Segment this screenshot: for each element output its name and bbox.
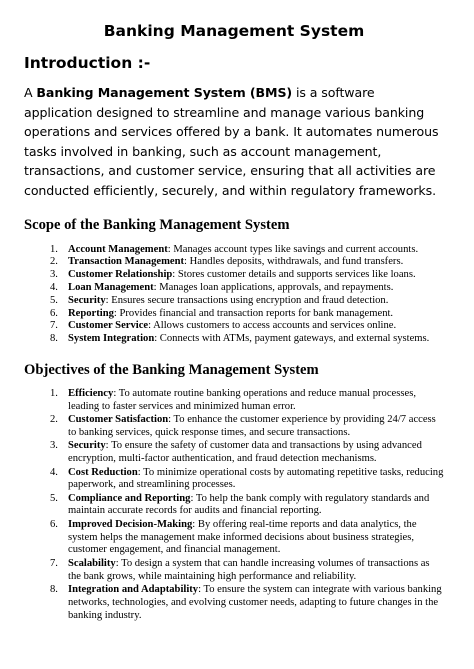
scope-list	[24, 244, 444, 346]
scope-item	[50, 307, 444, 321]
item-text: : Connects with ATMs, payment gateways, and external systems.	[154, 333, 430, 345]
list-number: 5.	[50, 294, 58, 306]
objective-item	[50, 557, 444, 584]
objective-item	[50, 387, 444, 414]
item-text: : To design a system that can handle increasing volumes of transactions as the bank grows, while maintaining high performance and reliability.	[68, 557, 430, 582]
item-term: Account Management	[68, 243, 168, 255]
item-term: Reporting	[68, 307, 114, 319]
scope-item	[50, 256, 444, 269]
intro-bold-term: Banking Management System (BMS)	[36, 85, 293, 100]
item-term: Security	[68, 294, 106, 306]
list-number: 8.	[50, 333, 58, 345]
list-number: 4.	[50, 281, 58, 293]
introduction-heading: Introduction :-	[24, 54, 151, 72]
item-term: Transaction Management	[68, 256, 185, 268]
scope-item	[50, 269, 444, 282]
list-number: 7.	[50, 320, 58, 332]
list-number: 3.	[50, 440, 58, 452]
item-text: : By offering real-time reports and data analytics, the system helps the management make informed decisions about business strategies, customer engagement, and financial management.	[68, 518, 417, 556]
item-text: : Handles deposits, withdrawals, and fund transfers.	[184, 256, 404, 268]
item-term: Customer Relationship	[68, 269, 173, 281]
document-title: Banking Management System	[103, 22, 365, 40]
list-number: 3.	[50, 269, 58, 281]
objectives-heading: Objectives of the Banking Management System	[24, 361, 319, 378]
item-text: : To ensure the system can integrate with various banking networks, technologies, and evolving customer needs, adapting to future changes in the banking industry.	[68, 584, 442, 621]
intro-body: is a software application designed to streamline and manage various banking operations and services offered by a bank. It automates numerous tasks involved in banking, such as account management, transactions, and customer service, ensuring that all activities are conducted efficiently, securely, and within regulatory frameworks.	[24, 85, 439, 198]
item-term: Compliance and Reporting	[68, 492, 191, 504]
item-text: : To help the bank comply with regulatory standards and maintain accurate records for audits and financial reporting.	[68, 492, 430, 517]
item-text: : Manages loan applications, approvals, and repayments.	[153, 281, 394, 293]
item-term: Improved Decision-Making	[68, 518, 193, 530]
objective-item	[50, 466, 444, 493]
item-text: : To automate routine banking operations and reduce manual processes, leading to faster services and minimized human error.	[68, 387, 416, 412]
item-text: : Ensures secure transactions using encryption and fraud detection.	[105, 294, 389, 306]
list-number: 6.	[50, 518, 58, 530]
item-term: Security	[68, 440, 106, 452]
item-text: : To enhance the customer experience by providing 24/7 access to banking services, quick response times, and secure transactions.	[68, 414, 436, 438]
objective-item	[50, 584, 444, 622]
objective-item	[50, 440, 444, 466]
item-term: System Integration	[68, 333, 155, 345]
item-term: Cost Reduction	[68, 466, 138, 478]
scope-heading: Scope of the Banking Management System	[24, 216, 290, 233]
item-term: Customer Satisfaction	[68, 414, 169, 426]
item-text: : Allows customers to access accounts and services online.	[148, 320, 397, 332]
list-number: 8.	[50, 584, 58, 596]
objective-item	[50, 492, 444, 519]
objective-item	[50, 414, 444, 440]
list-number: 6.	[50, 307, 58, 319]
list-number: 5.	[50, 492, 58, 504]
item-term: Integration and Adaptability	[68, 584, 199, 596]
list-number: 1.	[50, 243, 58, 255]
list-number: 2.	[50, 256, 58, 268]
item-text: : To minimize operational costs by automating repetitive tasks, reducing paperwork, and streamlining processes.	[68, 466, 444, 491]
scope-item	[50, 320, 444, 333]
item-term: Scalability	[68, 557, 116, 569]
item-term: Loan Management	[68, 281, 154, 293]
item-term: Efficiency	[68, 387, 114, 399]
item-text: : Manages account types like savings and current accounts.	[167, 243, 419, 255]
introduction-paragraph	[24, 83, 444, 201]
scope-item	[50, 333, 444, 346]
scope-item	[50, 281, 444, 295]
list-number: 1.	[50, 387, 58, 399]
list-number: 2.	[50, 414, 58, 426]
list-number: 7.	[50, 557, 58, 569]
item-text: : Provides financial and transaction reports for bank management.	[113, 307, 394, 319]
scope-item	[50, 243, 444, 257]
item-text: : To ensure the safety of customer data and transactions by using advanced encryption, multi-factor authentication, and fraud detection mechanisms.	[68, 440, 422, 465]
list-number: 4.	[50, 466, 58, 478]
intro-prefix: A	[24, 85, 37, 100]
objectives-list	[24, 388, 444, 623]
item-term: Customer Service	[68, 320, 149, 332]
scope-item	[50, 294, 444, 308]
objective-item	[50, 518, 444, 557]
item-text: : Stores customer details and supports services like loans.	[172, 269, 416, 281]
